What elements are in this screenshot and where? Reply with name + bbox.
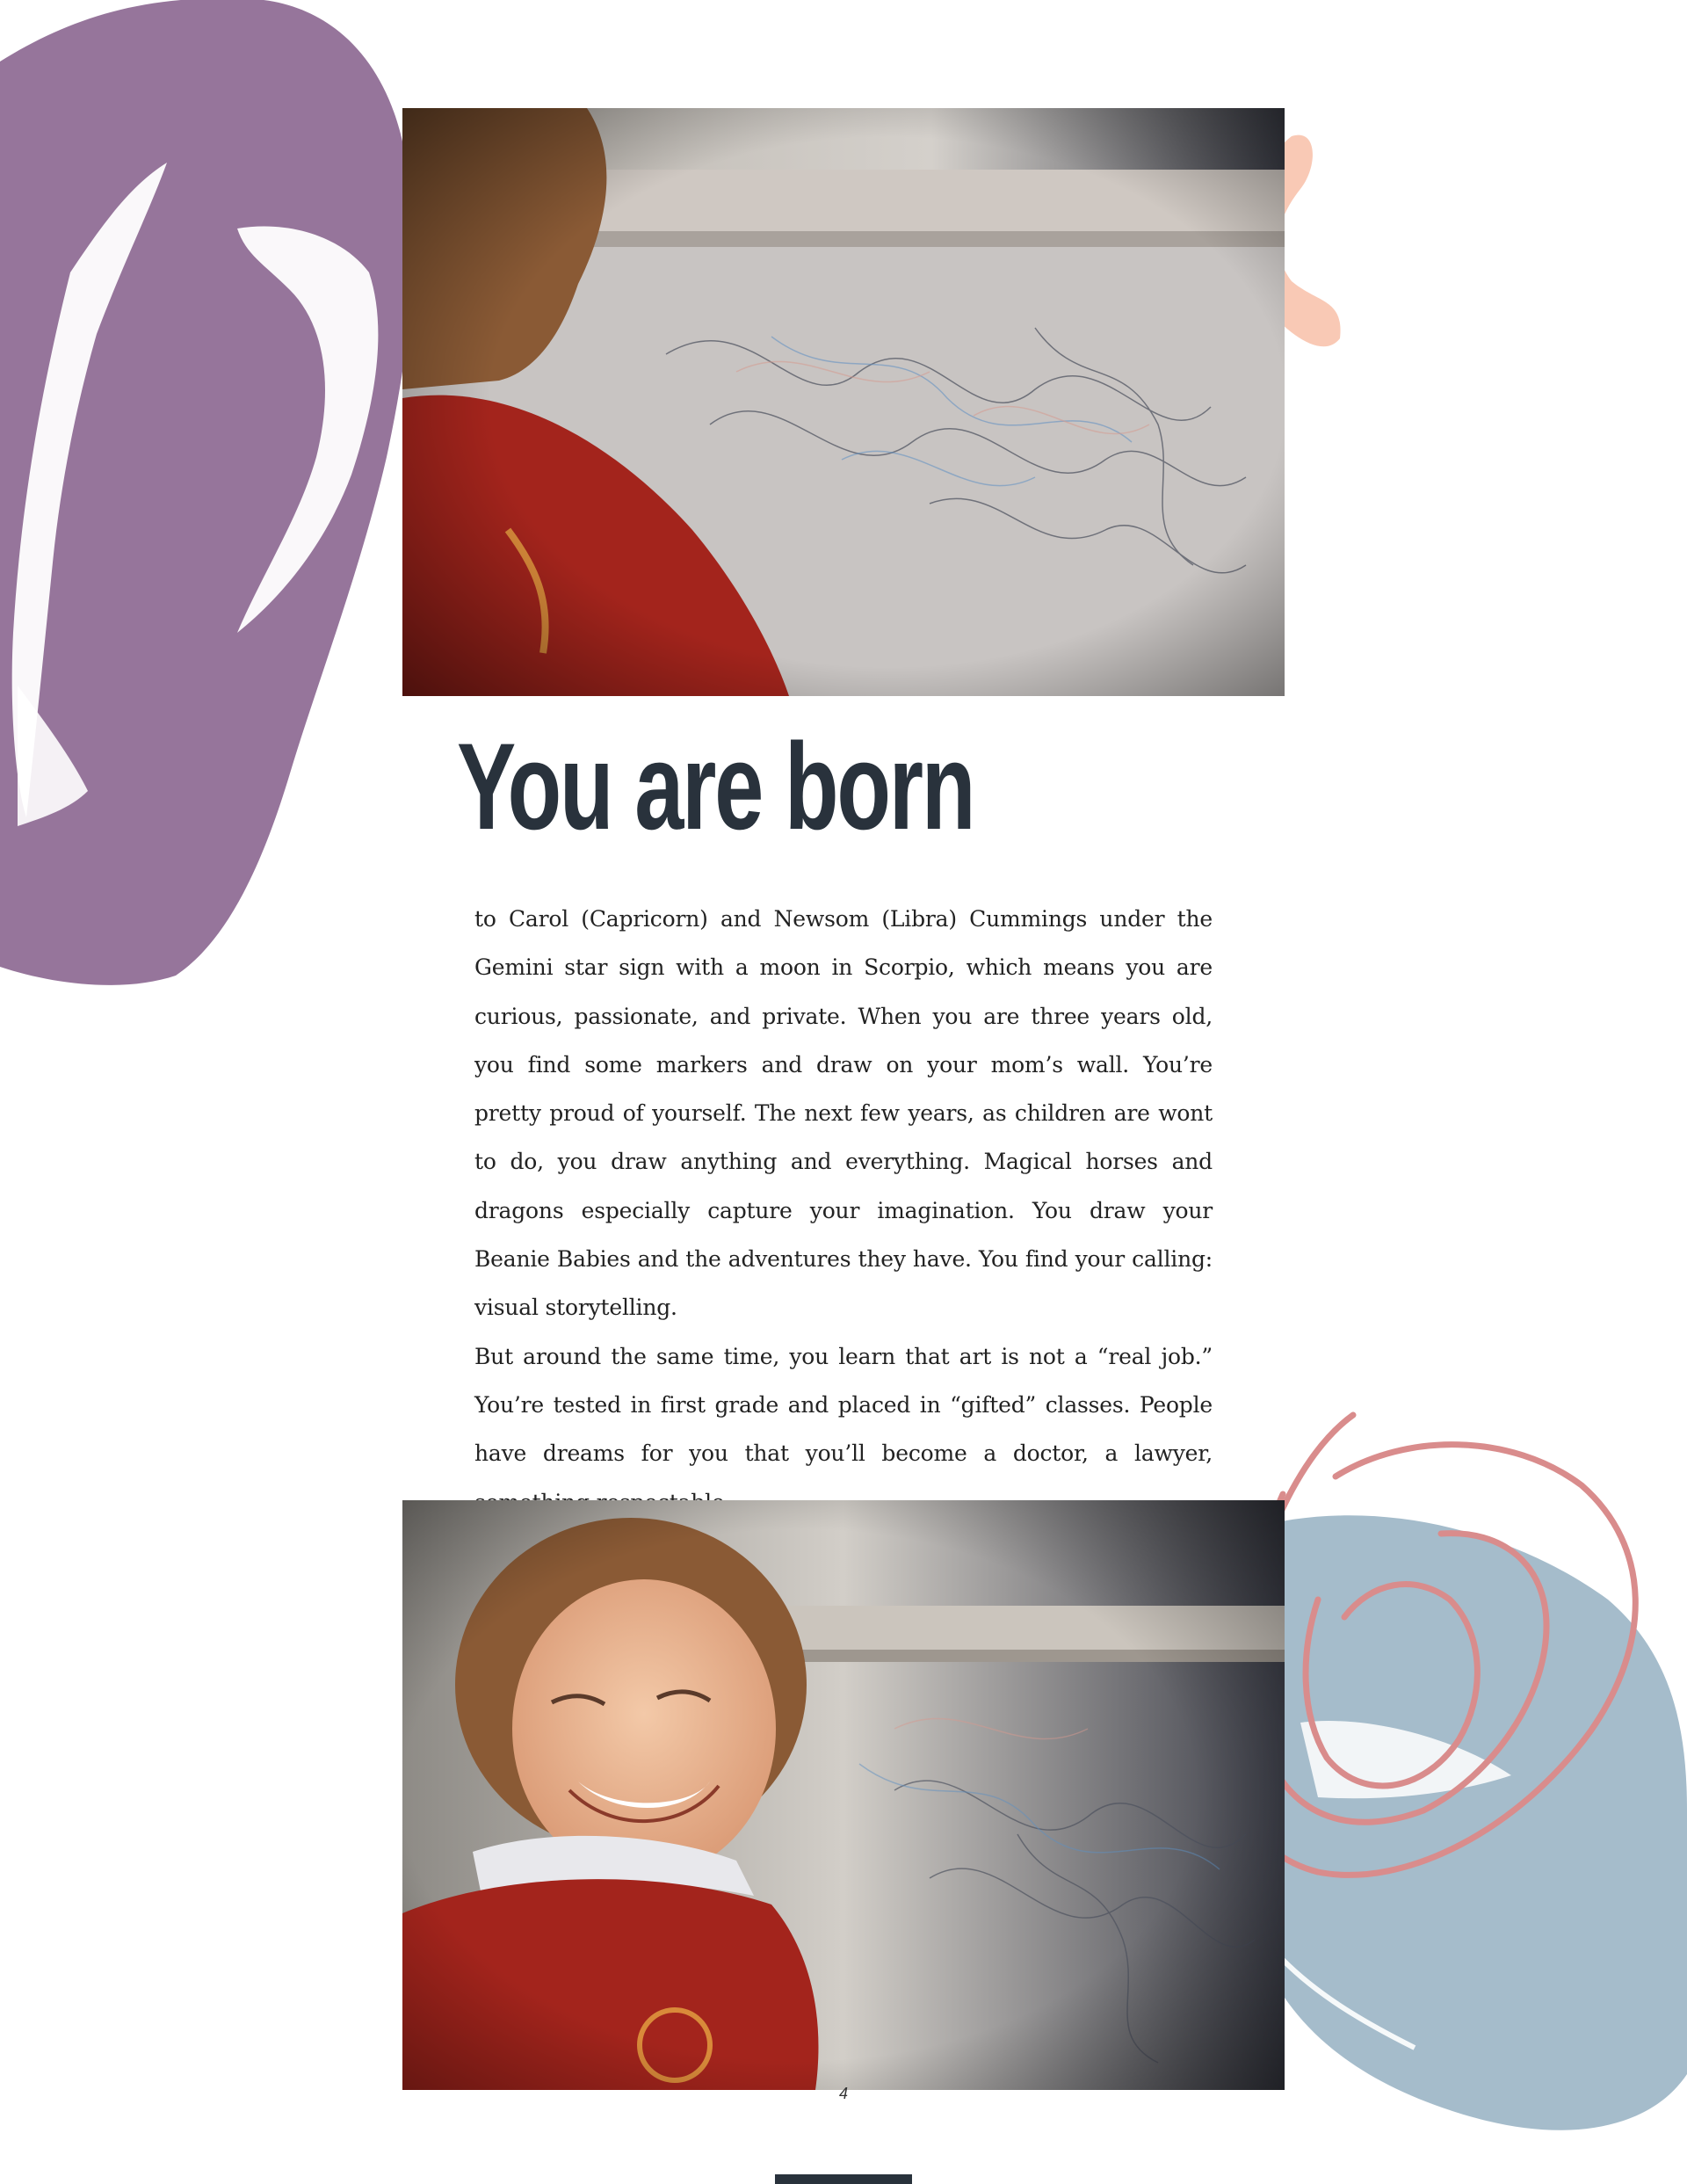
- page-number: 4: [838, 2085, 848, 2102]
- bottom-photo: [402, 1500, 1285, 2090]
- page-title: You are born: [457, 717, 974, 855]
- photo-child-smiling-icon: [402, 1500, 1285, 2090]
- body-paragraph-1: to Carol (Capricorn) and Newsom (Libra) Cummings under the Gemini star sign with a moon in Scorpio, which means you are curious, passionate, and private. When you are three years old, you find some markers and draw on your mom’s wall. You’re pretty proud of yourself. The next few years, as children are wont to do, you draw anything and everything. Magical horses and dragons especially capture your imagination. You draw your Beanie Babies and the adventures they have. You find your calling: visual storytelling.: [474, 906, 1213, 1321]
- body-paragraph-2: But around the same time, you learn that art is not a “real job.” You’re tested in first grade and placed in “gifted” classes. People have dreams for you that you’ll become a doctor, a lawyer,: [474, 1343, 1213, 1467]
- photo-child-drawing-on-wall-icon: [402, 108, 1285, 696]
- top-photo: [402, 108, 1285, 696]
- body-text: [474, 895, 1213, 1527]
- footer-tab: [775, 2174, 912, 2184]
